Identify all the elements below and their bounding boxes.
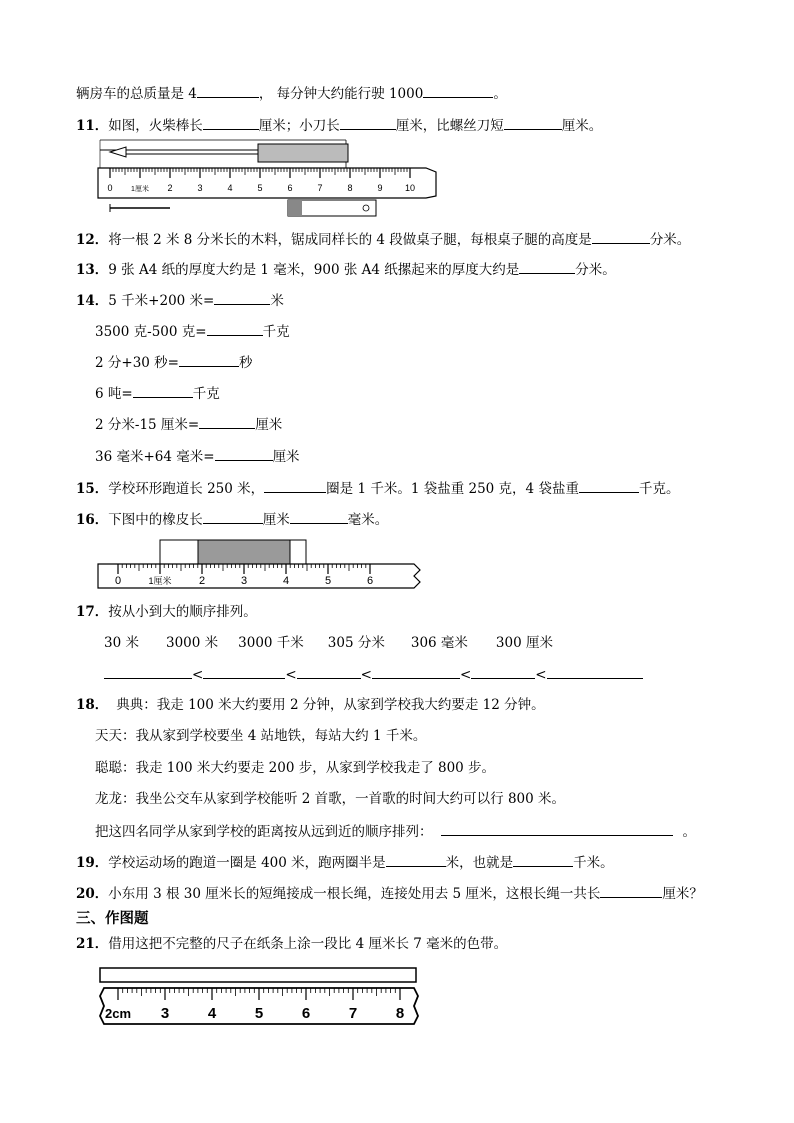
answer-blank[interactable]: [372, 664, 460, 679]
q13-line: 13．9 张 A4 纸的厚度大约是 1 毫米，900 张 A4 纸摞起来的厚度大约是 分米。: [76, 259, 616, 279]
ruler-tick-label: 3: [240, 575, 248, 587]
ruler-tick-label: 6: [301, 1005, 311, 1022]
q10-line: 辆房车的总质量是 4 ， 每分钟大约能行驶 1000 。: [76, 83, 507, 103]
q17-line: 17．按从小到大的顺序排列。: [76, 604, 257, 620]
answer-blank[interactable]: [215, 446, 273, 461]
q18-line-4: 龙龙：我坐公交车从家到学校能听 2 首歌，一首歌的时间大约可以行 800 米。: [95, 791, 566, 807]
screwdriver-icon: [110, 144, 348, 162]
answer-blank[interactable]: [203, 115, 259, 130]
answer-blank[interactable]: [297, 664, 361, 679]
answer-blank[interactable]: [290, 509, 348, 524]
ruler-tick-label: 7: [317, 183, 323, 193]
answer-blank[interactable]: [519, 259, 575, 274]
answer-blank[interactable]: [203, 509, 263, 524]
q21-line: 21．借用这把不完整的尺子在纸条上涂一段比 4 厘米长 7 毫米的色带。: [76, 936, 508, 952]
answer-blank[interactable]: [133, 383, 193, 398]
ruler-tick-label: 5: [254, 1005, 264, 1022]
ruler-tick-label: 6: [366, 575, 374, 587]
answer-blank[interactable]: [197, 83, 259, 98]
ruler-tick-label: 0: [107, 183, 113, 193]
ruler-tick-label: 10: [404, 183, 416, 193]
q12-line: 12．将一根 2 米 8 分米长的木料，锯成同样长的 4 段做桌子腿，每根桌子腿的高度是 分米。: [76, 229, 690, 249]
ruler-tick-label: 3: [197, 183, 203, 193]
matchstick-icon: [110, 204, 170, 212]
q16-ruler-figure: [96, 538, 426, 594]
answer-blank[interactable]: [264, 478, 326, 493]
ruler-tick-label: 4: [207, 1005, 217, 1022]
ruler-tick-label: 8: [347, 183, 353, 193]
knife-icon: [288, 200, 376, 216]
answer-blank[interactable]: [441, 821, 673, 836]
answer-blank[interactable]: [592, 229, 650, 244]
q20-line: 20．小东用 3 根 30 厘米长的短绳接成一根长绳，连接处用去 5 厘米，这根长绳一共长 厘米？: [76, 883, 703, 903]
ruler-tick-label: 4: [282, 575, 290, 587]
q11-line: 11．如图，火柴棒长 厘米；小刀长 厘米，比螺丝刀短 厘米。: [76, 115, 602, 135]
answer-blank[interactable]: [179, 352, 239, 367]
ruler-tick-label: 7: [348, 1005, 358, 1022]
q14-line-5: 2 分米-15 厘米= 厘米: [95, 414, 282, 434]
ruler-tick-label: 2: [198, 575, 206, 587]
section-title: 三、作图题: [76, 910, 149, 927]
answer-blank[interactable]: [423, 83, 493, 98]
answer-blank[interactable]: [340, 115, 396, 130]
ruler-tick-label: 2: [167, 183, 173, 193]
q14-line-2: 3500 克-500 克= 千克: [95, 321, 290, 341]
q18-line-2: 天天：我从家到学校要坐 4 站地铁，每站大约 1 千米。: [95, 728, 427, 744]
q18-line-5: 把这四名同学从家到学校的距离按从远到近的顺序排列： 。: [95, 821, 696, 841]
answer-blank[interactable]: [199, 414, 255, 429]
q17-values: 30 米 3000 米 3000 千米 305 分米 306 毫米 300 厘米: [104, 635, 553, 651]
q14-line-4: 6 吨= 千克: [95, 383, 220, 403]
q16-line: 16．下图中的橡皮长 厘米 毫米。: [76, 509, 388, 529]
answer-blank[interactable]: [386, 852, 446, 867]
ruler-tick-label: 9: [377, 183, 383, 193]
q17-answer-line: < < < < <: [104, 664, 643, 684]
q18-line-3: 聪聪：我走 100 米大约要走 200 步，从家到学校我走了 800 步。: [95, 760, 496, 776]
q14-line-1: 14．5 千米+200 米= 米: [76, 290, 284, 310]
answer-blank[interactable]: [579, 478, 639, 493]
answer-blank[interactable]: [207, 321, 263, 336]
answer-blank[interactable]: [547, 664, 643, 679]
q14-line-3: 2 分+30 秒= 秒: [95, 352, 252, 372]
ruler-tick-label: 5: [257, 183, 263, 193]
ruler-tick-label: 4: [227, 183, 233, 193]
ruler-tick-label: 8: [395, 1005, 405, 1022]
q19-line: 19．学校运动场的跑道一圈是 400 米，跑两圈半是 米，也就是 千米。: [76, 852, 614, 872]
ruler-tick-label: 1厘米: [148, 576, 172, 586]
eraser-icon: [198, 540, 290, 564]
answer-blank[interactable]: [504, 115, 562, 130]
ruler-tick-label: 5: [324, 575, 332, 587]
ruler-tick-label: 3: [160, 1005, 170, 1022]
paper-strip[interactable]: [100, 968, 416, 982]
answer-blank[interactable]: [214, 290, 270, 305]
q21-ruler-figure: [98, 966, 420, 1026]
answer-blank[interactable]: [600, 883, 662, 898]
answer-blank[interactable]: [104, 664, 192, 679]
ruler-tick-label: 1厘米: [131, 186, 149, 193]
q18-line-1: 18． 典典：我走 100 米大约要用 2 分钟，从家到学校我大约要走 12 分钟。: [76, 697, 545, 713]
q15-line: 15．学校环形跑道长 250 米， 圈是 1 千米。1 袋盐重 250 克，4 袋盐重 千克。: [76, 478, 679, 498]
answer-blank[interactable]: [513, 852, 573, 867]
ruler-tick-label: 2cm: [104, 1006, 132, 1021]
q11-ruler-figure: [96, 138, 438, 220]
ruler-tick-label: 0: [114, 575, 122, 587]
answer-blank[interactable]: [203, 664, 285, 679]
q14-line-6: 36 毫米+64 毫米= 厘米: [95, 446, 300, 466]
ruler-tick-label: 6: [287, 183, 293, 193]
answer-blank[interactable]: [471, 664, 535, 679]
